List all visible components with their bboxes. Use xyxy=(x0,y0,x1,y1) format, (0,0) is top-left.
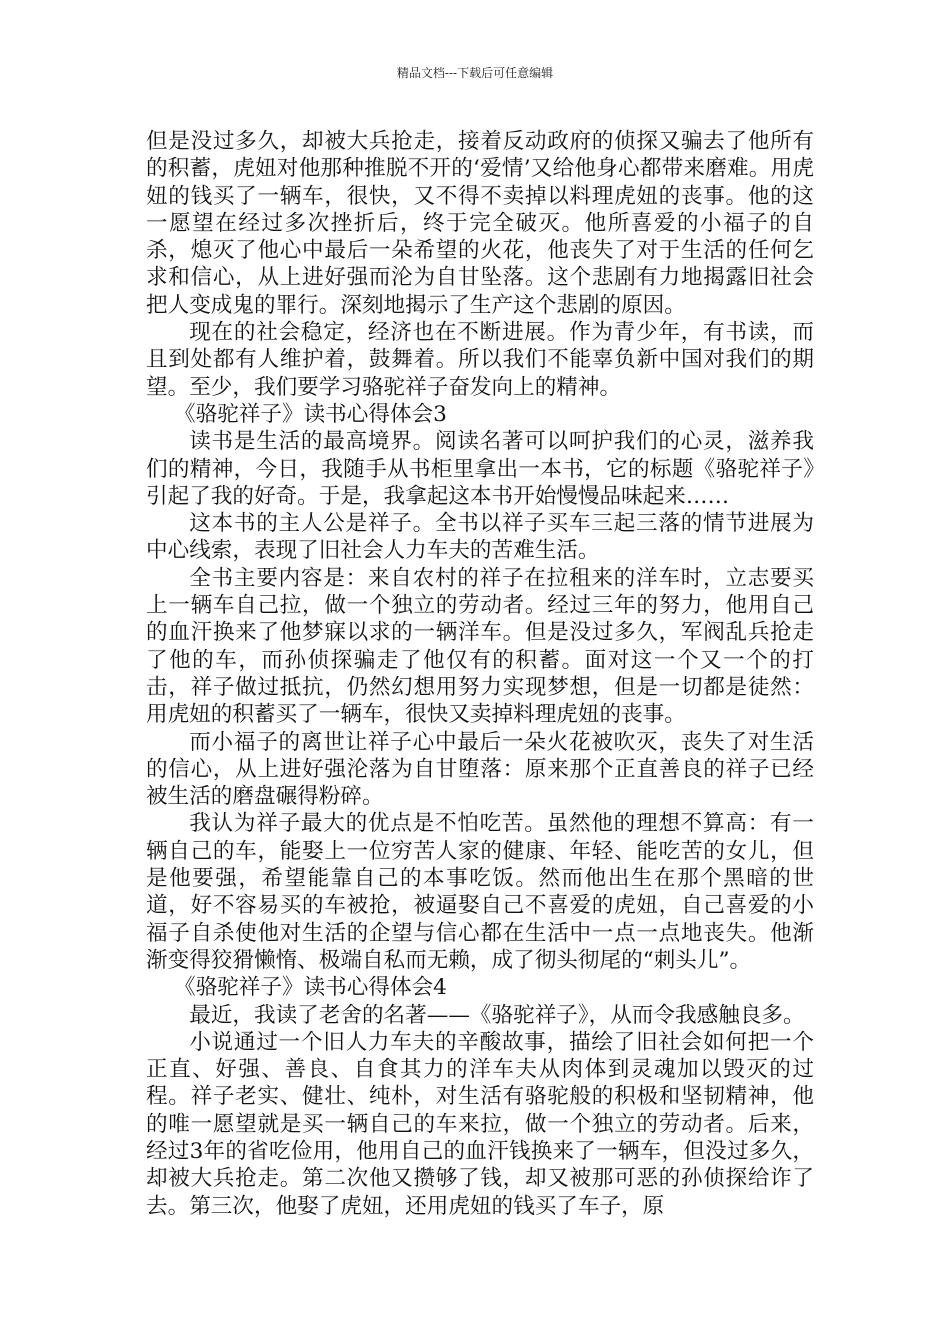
paragraph-3d: 而小福子的离世让祥子心中最后一朵火花被吹灭，丧失了对生活的信心，从上进好强沦落为自甘堕落：原来那个正直善良的祥子已经被生活的磨盘碾得粉碎。 xyxy=(146,729,814,810)
paragraph-3b: 这本书的主人公是祥子。全书以祥子买车三起三落的情节进展为中心线索，表现了旧社会人力车夫的苦难生活。 xyxy=(146,511,814,564)
section-title-3: 《骆驼祥子》读书心得体会3 xyxy=(174,401,447,427)
paragraph-3c: 全书主要内容是：来自农村的祥子在拉租来的洋车时，立志要买上一辆车自己拉，做一个独立的劳动者。经过三年的努力，他用自己的血汗换来了他梦寐以求的一辆洋车。但是没过多久，军阀乱兵抢走了他的车，而孙侦探骗走了他仅有的积蓄。面对这一个又一个的打击，祥子做过抵抗，仍然幻想用努力实现梦想，但是一切都是徒然：用虎妞的积蓄买了一辆车，很快又卖掉料理虎妞的丧事。 xyxy=(146,565,814,728)
page-header: 精品文档---下载后可任意编辑 xyxy=(396,66,554,80)
paragraph-4a: 最近，我读了老舍的名著——《骆驼祥子》，从而令我感触良多。 xyxy=(189,1002,805,1028)
paragraph-intro: 但是没过多久，却被大兵抢走，接着反动政府的侦探又骗去了他所有的积蓄，虎妞对他那种推脱不开的‘爱情’又给他身心都带来磨难。用虎妞的钱买了一辆车，很快，又不得不卖掉以料理虎妞的丧事。他的这一愿望在经过多次挫折后，终于完全破灭。他所喜爱的小福子的自杀，熄灭了他心中最后一朵希望的火花，他丧失了对于生活的任何乞求和信心，从上进好强而沦为自甘坠落。这个悲剧有力地揭露旧社会把人变成鬼的罪行。深刻地揭示了生产这个悲剧的原因。 xyxy=(146,129,814,318)
document-body xyxy=(146,128,814,1220)
paragraph-3e: 我认为祥子最大的优点是不怕吃苦。虽然他的理想不算高：有一辆自己的车，能娶上一位穷苦人家的健康、年轻、能吃苦的女儿，但是他要强，希望能靠自己的本事吃饭。然而他出生在那个黑暗的世道，好不容易买的车被抢，被逼娶自己不喜爱的虎妞，自己喜爱的小福子自杀使他对生活的企望与信心都在生活中一点一点地丧失。他渐渐变得狡猾懒惰、极端自私而无赖，成了彻头彻尾的“刺头儿”。 xyxy=(146,811,814,973)
paragraph-4b: 小说通过一个旧人力车夫的辛酸故事，描绘了旧社会如何把一个正直、好强、善良、自食其力的洋车夫从肉体到灵魂加以毁灭的过程。祥子老实、健壮、纯朴，对生活有骆驼般的积极和坚韧精神，他的唯一愿望就是买一辆自己的车来拉，做一个独立的劳动者。后来，经过3年的省吃俭用，他用自己的血汗钱换来了一辆车，但没过多久，却被大兵抢走。第二次他又攒够了钱，却又被那可恶的孙侦探给诈了去。第三次，他娶了虎妞，还用虎妞的钱买了车子，原 xyxy=(146,1029,814,1219)
paragraph-society: 现在的社会稳定，经济也在不断进展。作为青少年，有书读，而且到处都有人维护着，鼓舞着。所以我们不能辜负新中国对我们的期望。至少，我们要学习骆驼祥子奋发向上的精神。 xyxy=(146,320,814,400)
section-title-4: 《骆驼祥子》读书心得体会4 xyxy=(174,975,447,1001)
paragraph-3a: 读书是生活的最高境界。阅读名著可以呵护我们的心灵，滋养我们的精神，今日，我随手从书柜里拿出一本书，它的标题《骆驼祥子》引起了我的好奇。于是，我拿起这本书开始慢慢品味起来…… xyxy=(146,429,814,509)
